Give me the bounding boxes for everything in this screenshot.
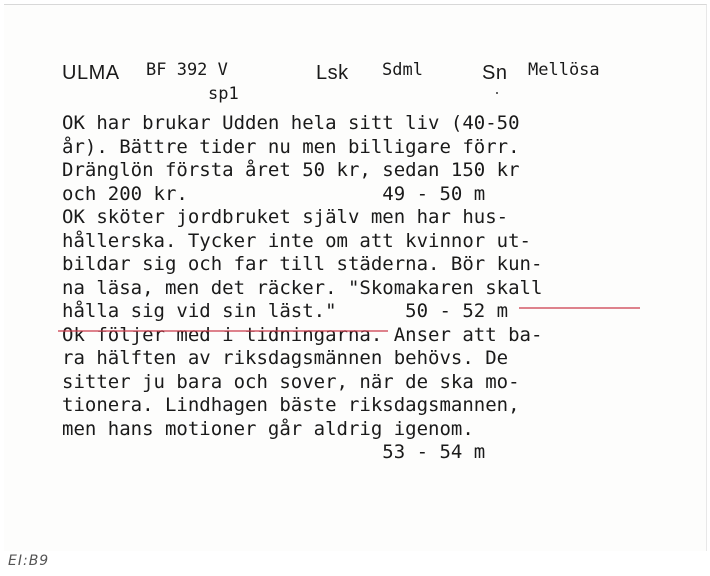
text-line: na läsa, men det räcker. "Skomakaren skall xyxy=(62,276,543,299)
landskap-label: Lsk xyxy=(316,62,349,84)
card-code: ULMA xyxy=(62,62,120,84)
text-line: år). Bättre tider nu men billigare förr. xyxy=(62,135,520,158)
text-line: bildar sig och far till städerna. Bör kun- xyxy=(62,253,543,275)
card-reference-sub: sp1 xyxy=(208,84,239,104)
text-line: ra hälften av riksdagsmännen behövs. De xyxy=(62,347,509,369)
landskap-value: Sdml xyxy=(382,60,423,80)
text-line: OK sköter jordbruket själv men har hus- xyxy=(62,206,509,228)
text-line: tionera. Lindhagen bäste riksdagsmannen, xyxy=(62,394,520,416)
text-line: sitter ju bara och sover, när de ska mo- xyxy=(62,370,520,393)
socken-label: Sn xyxy=(482,62,508,84)
text-line: hållerska. Tycker inte om att kvinnor ut- xyxy=(62,229,531,252)
text-line: 53 - 54 m xyxy=(62,441,486,463)
card-reference: BF 392 V xyxy=(146,60,228,80)
text-line: Ok följer med i tidningarna. Anser att ba- xyxy=(62,323,543,346)
socken-value: Mellösa xyxy=(528,60,600,80)
text-line: men hans motioner går aldrig igenom. xyxy=(62,417,474,440)
text-line: och 200 kr. 49 - 50 m xyxy=(62,182,486,205)
archive-pencil-note: EI:B9 xyxy=(8,553,50,569)
text-line: hålla sig vid sin läst." 50 - 52 m xyxy=(62,300,509,322)
text-line: Dränglön första året 50 kr, sedan 150 kr xyxy=(62,159,520,181)
text-line: OK har brukar Udden hela sitt liv (40-50 xyxy=(62,112,520,134)
